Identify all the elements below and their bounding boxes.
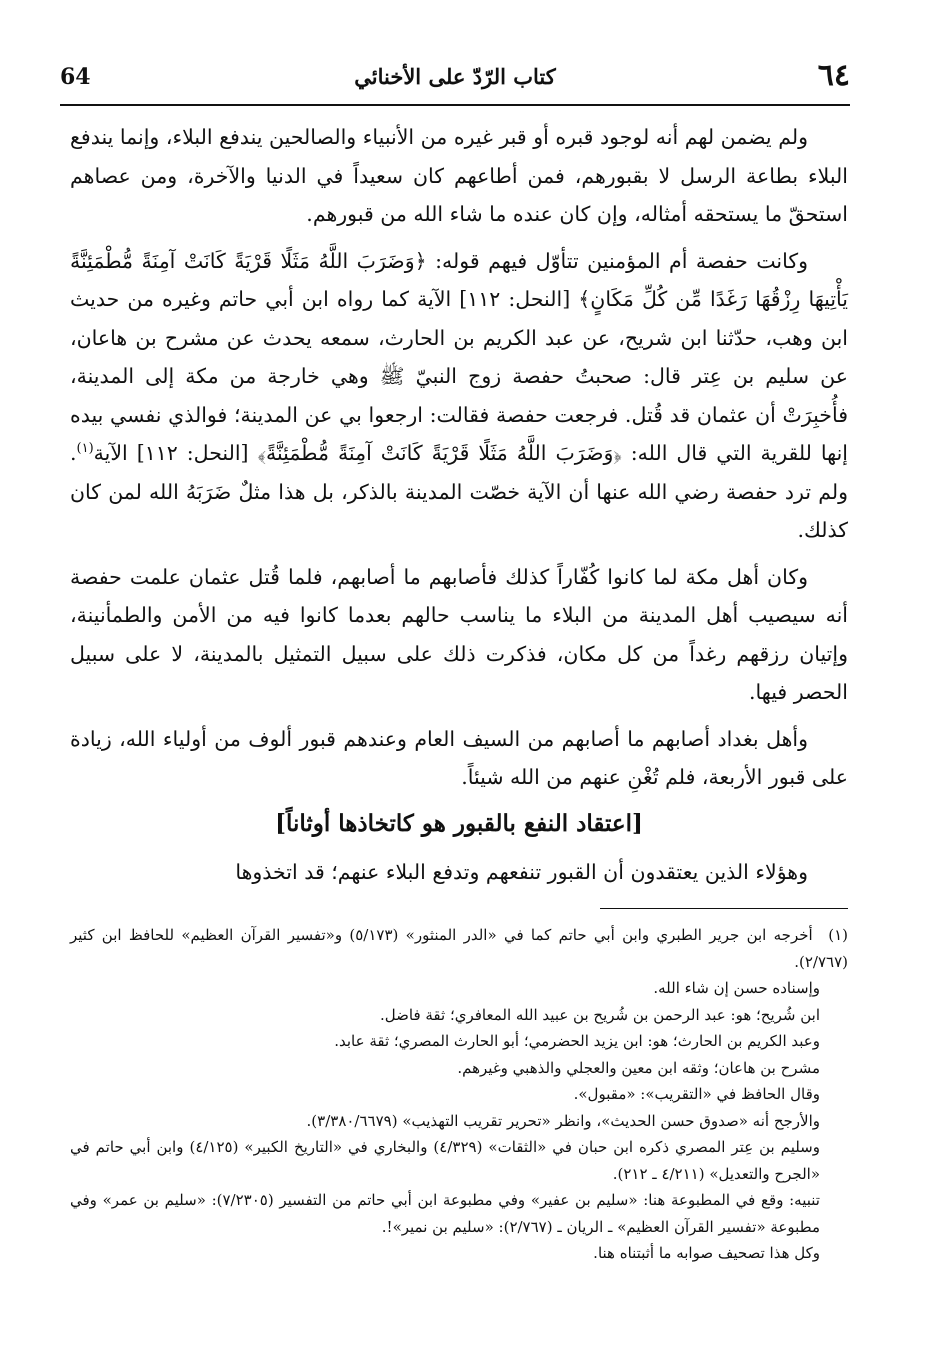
paragraph-1: ولم يضمن لهم أنه لوجود قبره أو قبر غيره من الأنبياء والصالحين يندفع البلاء، وإنما يندفع البلاء بطاعة الرسل لا بقبورهم، فمن أطاعهم كان سعيداً في الدنيا والآخرة، ومن عصاهم استحقّ ما يستحقه أمثاله، وإن كان عنده ما شاء الله من قبورهم.: [70, 125, 848, 226]
paragraph-2-tail: . ولم ترد حفصة رضي الله عنها أن الآية خصّت المدينة بالذكر، بل هذا مثلٌ ضَرَبَهُ الله لمن كان كذلك.: [70, 441, 848, 542]
header-rule: [60, 104, 850, 106]
footnote-line: تنبيه: وقع في المطبوعة هنا: «سليم بن عفير» وفي مطبوعة ابن أبي حاتم من التفسير (٧/٢٣٠٥): «سليم بن عمر» وفي مطبوعة «تفسير القرآن العظيم» ـ الريان ـ (٢/٧٦٧): «سليم بن نمير»!.: [70, 1191, 820, 1236]
footnote-marker: (١): [828, 926, 848, 944]
page-number-latin: 64: [60, 64, 91, 90]
paragraph-4: وأهل بغداد أصابهم ما أصابهم من السيف العام وعندهم قبور ألوف من أولياء الله، زيادة على قبور الأربعة، فلم تُغْنِ عنهم من الله شيئاً.: [70, 726, 848, 789]
section-heading: [اعتقاد النفع بالقبور هو كاتخاذها أوثاناً]: [275, 809, 643, 837]
footnote-line: وعبد الكريم بن الحارث؛ هو: ابن يزيد الحضرمي؛ أبو الحارث المصري؛ ثقة عابد.: [334, 1032, 820, 1050]
footnote-ref: (١): [76, 441, 94, 457]
footnote-line: والأرجح أنه «صدوق حسن الحديث»، وانظر «تحرير تقريب التهذيب» (٣/٣٨٠/٦٦٧٩).: [306, 1111, 820, 1130]
footnote-line: (١) أخرجه ابن جرير الطبري وابن أبي حاتم كما في «الدر المنثور» (٥/١٧٣) و«تفسير القرآن العظيم» للحافظ ابن كثير (٢/٧٦٧).: [70, 922, 848, 975]
footnote-line: مشرح بن هاعان؛ وثقه ابن معين والعجلي والذهبي وغيرهم.: [457, 1058, 820, 1077]
footnote-rule: [600, 908, 848, 909]
footnotes: [70, 922, 848, 1267]
page-header: [60, 58, 850, 98]
footnote-line: ابن شُريح؛ هو: عبد الرحمن بن شُريح بن عبيد الله المعافري؛ ثقة فاضل.: [380, 1005, 820, 1024]
paragraph-2-text: وكانت حفصة أم المؤمنين تتأوّل فيهم قوله: ﴿وَضَرَبَ اللَّهُ مَثَلًا قَرْيَةً كَانَتْ آمِنَةً مُّطْمَئِنَّةً يَأْتِيهَا رِزْقُهَا رَغَدًا مِّن كُلِّ مَكَانٍ﴾ [النحل: ١١٢] الآية كما رواه ابن أبي حاتم وغيره من حديث ابن وهب، حدّثنا ابن شريح، عن عبد الكريم بن الحارث، سمعه يحدث عن مشرح بن هاعان، عن سليم بن عِتر قال: صحبتُ حفصة زوج النبيّ ﷺ وهي خارجة من مكة إلى المدينة، فأُخبِرَتْ أن عثمان قد قُتل. فرجعت حفصة فقالت: ارجعوا بي عن المدينة؛ فوالذي نفسي بيده إنها للقرية التي قال الله: ﴿وَضَرَبَ اللَّهُ مَثَلًا قَرْيَةً كَانَتْ آمِنَةً مُّطْمَئِنَّةً﴾ [النحل: ١١٢] الآية: [70, 248, 848, 465]
footnote-line: وقال الحافظ في «التقريب»: «مقبول».: [573, 1085, 820, 1103]
footnote-line: وسليم بن عِتر المصري ذكره ابن حبان في «الثقات» (٤/٣٢٩) والبخاري في «التاريخ الكبير» (٤/١٢٥) وابن أبي حاتم في «الجرح والتعديل» (٤/٢١١ ـ ٢١٢).: [70, 1138, 820, 1183]
running-title: كتاب الرّدّ على الأخنائي: [354, 64, 556, 89]
page-number-arabic: ٦٤: [817, 58, 850, 93]
paragraph-3: وكان أهل مكة لما كانوا كُفّاراً كذلك فأصابهم ما أصابهم، فلما قُتل عثمان علمت حفصة أنه سيصيب أهل المدينة من البلاء ما يناسب حالهم بعدما كانوا فيه من الأمن والطمأنينة، وإتيان رزقهم رغداً من كل مكان، فذكرت ذلك على سبيل التمثيل بالمدينة، لا على سبيل الحصر فيها.: [70, 564, 848, 704]
paragraph-2: [70, 242, 848, 550]
paragraph-5: وهؤلاء الذين يعتقدون أن القبور تنفعهم وتدفع البلاء عنهم؛ قد اتخذوها: [235, 860, 808, 884]
main-text: [70, 118, 848, 900]
footnote-line: وإسناده حسن إن شاء الله.: [653, 979, 820, 997]
footnote-line: وكل هذا تصحيف صوابه ما أثبتناه هنا.: [593, 1244, 820, 1262]
